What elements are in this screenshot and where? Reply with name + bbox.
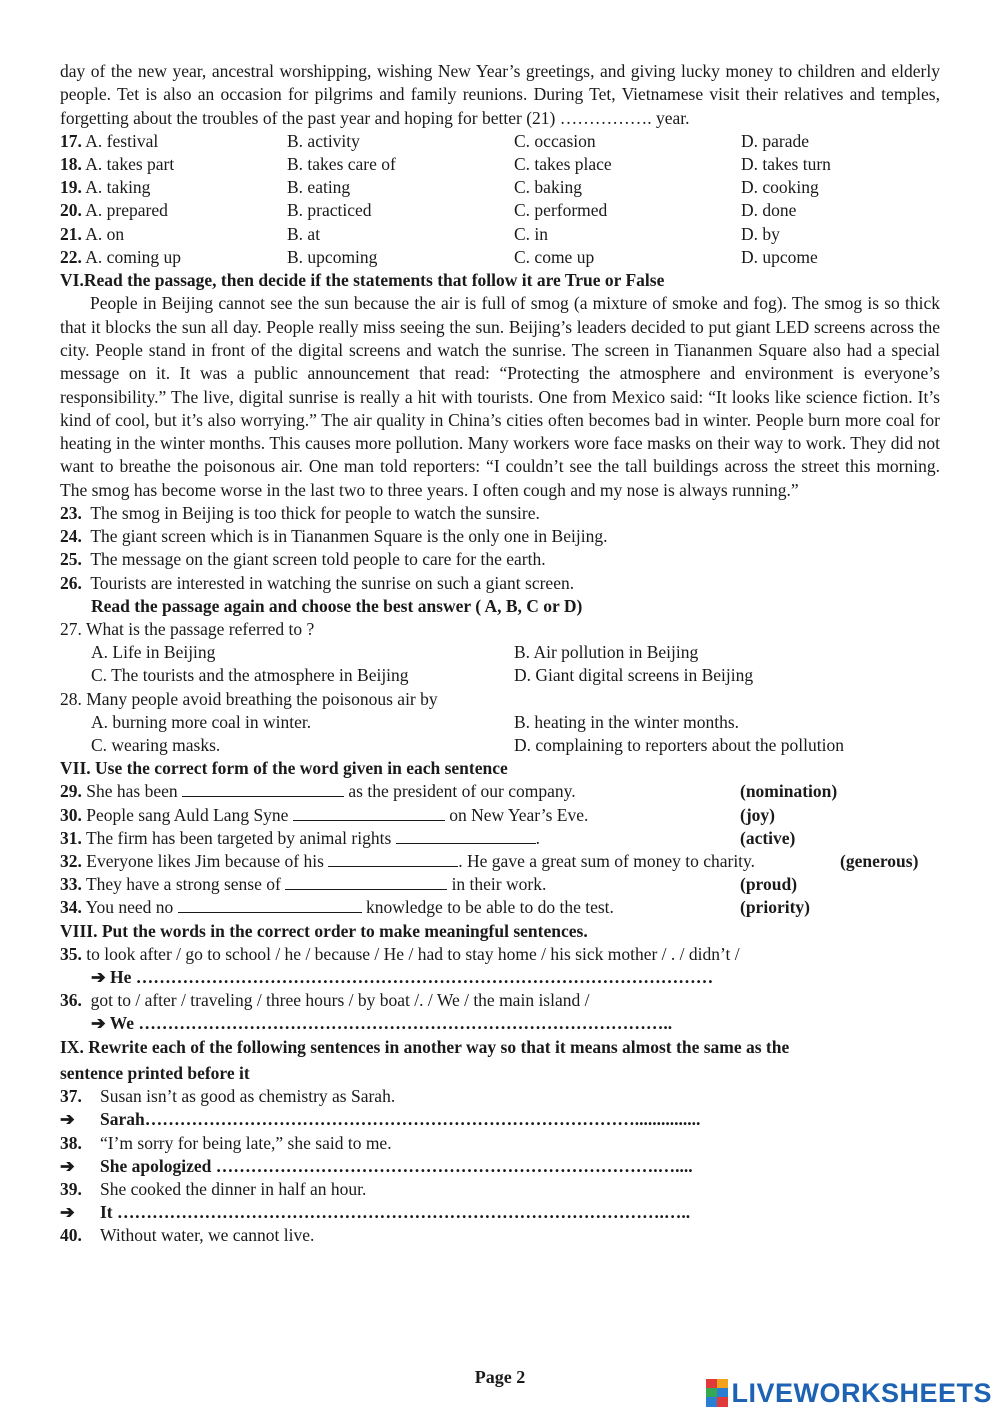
- tf-statement: 24. The giant screen which is in Tiananmen Square is the only one in Beijing.: [60, 526, 608, 547]
- question-28: 28. Many people avoid breathing the poisonous air by: [60, 688, 438, 709]
- option-c: C. takes place: [514, 154, 612, 175]
- mcq-row: [60, 176, 940, 199]
- answer-blank[interactable]: [293, 805, 445, 821]
- word-hint: (priority): [740, 897, 810, 918]
- word-hint: (nomination): [740, 781, 838, 802]
- word-form-item: 31. The firm has been targeted by animal rights . (active): [60, 827, 940, 850]
- option-a: A. takes part: [85, 154, 175, 175]
- reorder-item: 36. got to / after / traveling / three hours / by boat /. / We / the main island /: [60, 990, 590, 1011]
- option-c: C. baking: [514, 177, 583, 198]
- option-a: A. on: [85, 223, 125, 244]
- question-number: 20.: [60, 200, 82, 221]
- option-a: A. coming up: [85, 246, 182, 267]
- q28-options-row-1: [60, 711, 940, 734]
- section-9-heading-line-2: sentence printed before it: [60, 1062, 250, 1083]
- section-9-heading-line-1: IX. Rewrite each of the following sentences in another way so that it means almost the same as the: [60, 1036, 790, 1057]
- option-a: A. Life in Beijing: [91, 642, 216, 663]
- option-c: C. The tourists and the atmosphere in Beijing: [91, 665, 409, 686]
- worksheet-page: [60, 60, 940, 1248]
- section-6-heading: VI.Read the passage, then decide if the statements that follow it are True or False: [60, 270, 665, 291]
- question-number: 21.: [60, 223, 82, 244]
- rewrite-answer-line[interactable]: ➔ She apologized ………………………………………………………………….…....: [60, 1155, 940, 1178]
- tf-statement: 25. The message on the giant screen told people to care for the earth.: [60, 549, 546, 570]
- option-c: C. performed: [514, 200, 608, 221]
- reorder-item: 35. to look after / go to school / he / because / He / had to stay home / his sick mother / . / didn’t /: [60, 943, 740, 964]
- mcq-row: [60, 246, 940, 269]
- option-a: A. prepared: [85, 200, 168, 221]
- question-number: 19.: [60, 177, 82, 198]
- question-number: 17.: [60, 130, 82, 151]
- question-number: 18.: [60, 154, 82, 175]
- option-c: C. come up: [514, 246, 595, 267]
- option-c: C. occasion: [514, 130, 596, 151]
- answer-blank[interactable]: [178, 897, 362, 913]
- option-b: B. takes care of: [287, 154, 396, 175]
- question-27: 27. What is the passage referred to ?: [60, 619, 315, 640]
- option-a: A. festival: [85, 130, 159, 151]
- word-hint: (proud): [740, 874, 798, 895]
- question-number: 22.: [60, 246, 82, 267]
- option-d: D. Giant digital screens in Beijing: [514, 665, 754, 686]
- option-d: D. complaining to reporters about the pollution: [514, 734, 845, 755]
- option-c: C. wearing masks.: [91, 734, 221, 755]
- reorder-answer-line[interactable]: ➔ We ………………………………………………………………………………..: [91, 1013, 673, 1034]
- option-b: B. at: [287, 223, 321, 244]
- mcq-row: [60, 153, 940, 176]
- answer-blank[interactable]: [328, 851, 458, 867]
- option-a: A. taking: [85, 177, 151, 198]
- answer-blank[interactable]: [285, 874, 447, 890]
- option-c: C. in: [514, 223, 549, 244]
- mcq-row: [60, 223, 940, 246]
- rewrite-answer-line[interactable]: ➔ It ………………………………………………………………………………….…..: [60, 1201, 940, 1224]
- option-d: D. done: [741, 200, 797, 221]
- page-number: Page 2: [474, 1367, 526, 1387]
- reorder-answer-line[interactable]: ➔ He ………………………………………………………………………………………: [91, 967, 714, 988]
- word-form-item: 33. They have a strong sense of in their work. (proud): [60, 873, 940, 896]
- word-form-item: 32. Everyone likes Jim because of his . He gave a great sum of money to charity. (generous): [60, 850, 940, 873]
- option-d: D. cooking: [741, 177, 819, 198]
- q27-options-row-2: [60, 664, 940, 687]
- option-d: D. takes turn: [741, 154, 831, 175]
- mcq-row: [60, 130, 940, 153]
- true-false-list: [60, 502, 940, 595]
- logo-text: LIVEWORKSHEETS: [731, 1377, 992, 1408]
- word-form-list: [60, 780, 940, 919]
- section-7-heading: VII. Use the correct form of the word given in each sentence: [60, 758, 508, 779]
- option-d: D. by: [741, 223, 780, 244]
- word-hint: (active): [740, 827, 796, 848]
- option-b: B. activity: [287, 130, 360, 151]
- option-a: A. burning more coal in winter.: [91, 711, 312, 732]
- q28-options-row-2: [60, 734, 940, 757]
- arrow-icon: ➔: [60, 1155, 75, 1176]
- rewrite-item: 37. Susan isn’t as good as chemistry as Sarah.: [60, 1086, 396, 1107]
- mcq-list: [60, 130, 940, 269]
- arrow-icon: ➔: [60, 1109, 75, 1130]
- section-8-heading: VIII. Put the words in the correct order to make meaningful sentences.: [60, 920, 588, 941]
- option-b: B. eating: [287, 177, 351, 198]
- word-hint: (joy): [740, 804, 775, 825]
- answer-blank[interactable]: [182, 781, 344, 797]
- option-b: B. Air pollution in Beijing: [514, 642, 699, 663]
- rewrite-item: 40. Without water, we cannot live.: [60, 1225, 315, 1246]
- intro-paragraph: day of the new year, ancestral worshipping, wishing New Year’s greetings, and giving lucky money to children and elderly people. Tet is also an occasion for pilgrims and family reunions. During Tet, Vietnamese visit their relatives and temples, forgetting about the troubles of the past year and hoping for better (21) ……………. year.: [60, 61, 940, 128]
- liveworksheets-logo[interactable]: [706, 1378, 992, 1408]
- answer-blank[interactable]: [396, 828, 536, 844]
- word-hint: (generous): [840, 851, 919, 872]
- tf-statement: 26. Tourists are interested in watching the sunrise on such a giant screen.: [60, 572, 575, 593]
- rewrite-item: 38. “I’m sorry for being late,” she said to me.: [60, 1132, 392, 1153]
- option-b: B. practiced: [287, 200, 372, 221]
- word-form-item: 29. She has been as the president of our company. (nomination): [60, 780, 940, 803]
- word-form-item: 30. People sang Auld Lang Syne on New Year’s Eve. (joy): [60, 804, 940, 827]
- mcq-row: [60, 199, 940, 222]
- rewrite-item: 39. She cooked the dinner in half an hour.: [60, 1178, 367, 1199]
- beijing-passage: People in Beijing cannot see the sun because the air is full of smog (a mixture of smoke and fog). The smog is so thick that it blocks the sun all day. People really miss seeing the sun. Beijing’s leaders decided to put giant LED screens across the city. People stand in front of the digital screens and watch the sunrise. The screen in Tiananmen Square also had a special message on it. It was a public announcement that read: “Protecting the atmosphere and environment is everyone’s responsibility.” The live, digital sunrise is really a hit with tourists. One from Mexico said: “It looks like science fiction. It’s kind of cool, but it’s also worrying.” The air quality in China’s cities often becomes bad in winter. People burn more coal for heating in the winter months. This causes more pollution. Many workers wore face masks on their way to work. They did not want to breathe the poisonous air. One man told reporters: “I couldn’t see the tall buildings across the street this morning. The smog has become worse in the last two to three years. I often cough and my nose is always running.”: [60, 293, 940, 500]
- q27-options-row-1: [60, 641, 940, 664]
- tf-statement: 23. The smog in Beijing is too thick for people to watch the sunsire.: [60, 502, 540, 523]
- option-d: D. upcome: [741, 246, 818, 267]
- option-d: D. parade: [741, 130, 810, 151]
- logo-icon: [706, 1379, 728, 1407]
- option-b: B. upcoming: [287, 246, 378, 267]
- word-form-item: 34. You need no knowledge to be able to do the test. (priority): [60, 896, 940, 919]
- rewrite-answer-line[interactable]: ➔ Sarah…………………………………………………………………………...............: [60, 1108, 940, 1131]
- section-6-subheading: Read the passage again and choose the best answer ( A, B, C or D): [91, 595, 583, 616]
- option-b: B. heating in the winter months.: [514, 711, 740, 732]
- arrow-icon: ➔: [60, 1202, 75, 1223]
